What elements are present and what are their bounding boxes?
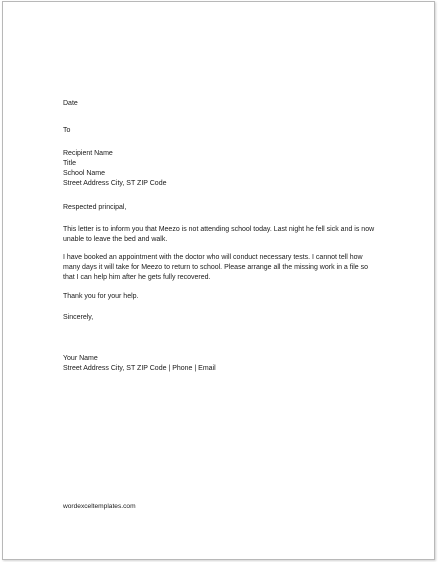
salutation: Respected principal, (63, 204, 127, 211)
recipient-address: Street Address City, ST ZIP Code (63, 180, 167, 187)
body-paragraph-1: This letter is to inform you that Meezo is not attending school today. Last night he fell sick and is now unable to leave the bed and walk. (63, 226, 375, 243)
footer-watermark: wordexceltemplates.com (63, 503, 136, 510)
closing: Sincerely, (63, 314, 94, 321)
to-line: To (63, 127, 71, 134)
sender-contact: Street Address City, ST ZIP Code | Phone | Email (63, 365, 216, 372)
recipient-name: Recipient Name (63, 150, 113, 157)
date-line: Date (63, 100, 78, 107)
recipient-school: School Name (63, 170, 106, 177)
sender-name: Your Name (63, 355, 98, 362)
recipient-title: Title (63, 160, 76, 167)
body-paragraph-2: I have booked an appointment with the doctor who will conduct necessary tests. I cannot tell how many days it will take for Meezo to return to school. Please arrange all the missing work in a file so that I can help him after he gets fully recovered. (63, 254, 369, 281)
body-paragraph-3: Thank you for your help. (63, 293, 139, 300)
